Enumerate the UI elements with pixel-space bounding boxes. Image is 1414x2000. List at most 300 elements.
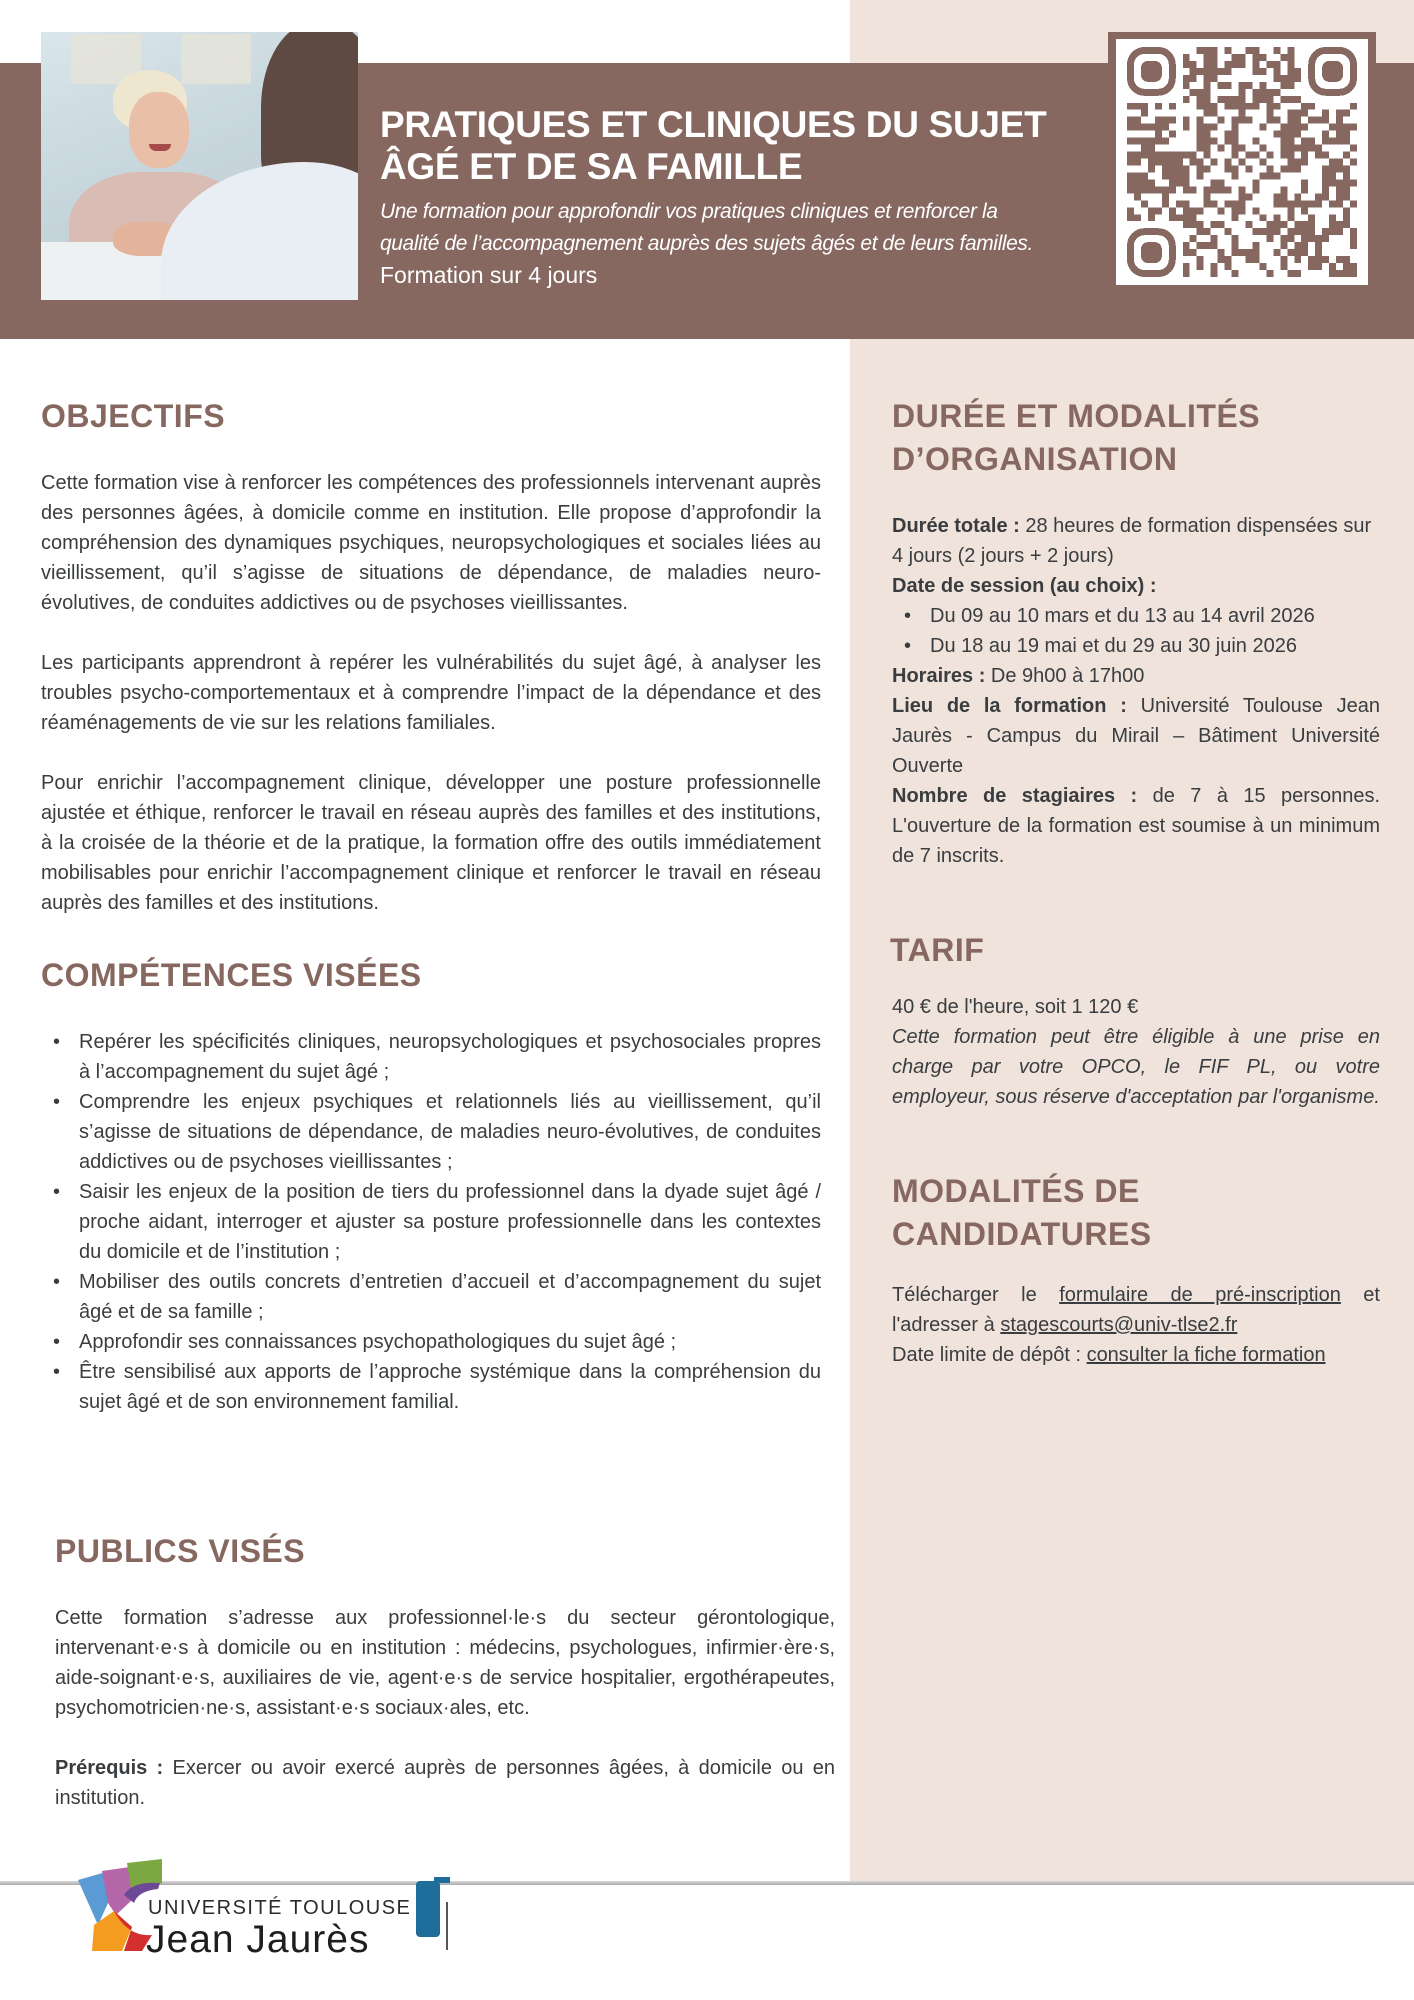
qr-module [1197, 242, 1204, 249]
qr-module [1204, 103, 1211, 110]
qr-module [1259, 124, 1266, 131]
wall-chart-decoration [181, 34, 251, 84]
qr-module [1232, 200, 1239, 207]
qr-module [1169, 117, 1176, 124]
qr-module [1252, 207, 1259, 214]
qr-module [1315, 242, 1322, 249]
qr-module [1287, 249, 1294, 256]
qr-module [1329, 159, 1336, 166]
organisation-heading-line-1: DURÉE ET MODALITÉS [892, 398, 1261, 434]
qr-module [1301, 179, 1308, 186]
qr-module [1239, 200, 1246, 207]
qr-module [1148, 186, 1155, 193]
qr-module [1169, 207, 1176, 214]
qr-module [1204, 186, 1211, 193]
qr-module [1211, 200, 1218, 207]
qr-module [1343, 110, 1350, 117]
qr-module [1266, 61, 1273, 68]
qr-module [1204, 96, 1211, 103]
qr-module [1350, 179, 1357, 186]
qr-module [1162, 152, 1169, 159]
qr-module [1315, 117, 1322, 124]
qr-module [1280, 54, 1287, 61]
qr-module [1266, 117, 1273, 124]
qr-module [1232, 138, 1239, 145]
qr-module [1134, 179, 1141, 186]
qr-module [1127, 152, 1134, 159]
qr-module [1308, 117, 1315, 124]
qr-module [1232, 96, 1239, 103]
qr-module [1204, 165, 1211, 172]
qr-module [1343, 152, 1350, 159]
qr-module [1287, 54, 1294, 61]
horaires-text: De 9h00 à 17h00 [985, 665, 1145, 687]
qr-module [1134, 214, 1141, 221]
qr-module [1322, 110, 1329, 117]
qr-module [1301, 145, 1308, 152]
qr-module [1266, 89, 1273, 96]
qr-module [1245, 152, 1252, 159]
email-link[interactable]: stagescourts@univ-tlse2.fr [1000, 1314, 1238, 1336]
qr-module [1273, 228, 1280, 235]
qr-module [1183, 117, 1190, 124]
qr-module [1148, 159, 1155, 166]
qr-module [1183, 221, 1190, 228]
qr-module [1322, 165, 1329, 172]
qr-module [1183, 186, 1190, 193]
qr-module [1343, 214, 1350, 221]
qr-module [1197, 221, 1204, 228]
qr-module [1294, 256, 1301, 263]
qr-module [1225, 131, 1232, 138]
qr-finder-inner [1141, 61, 1162, 82]
qr-module [1308, 138, 1315, 145]
qr-module [1266, 152, 1273, 159]
qr-module [1197, 263, 1204, 270]
qr-module [1204, 54, 1211, 61]
qr-module [1315, 235, 1322, 242]
qr-module [1259, 96, 1266, 103]
qr-module [1176, 165, 1183, 172]
qr-module [1225, 96, 1232, 103]
qr-module [1183, 270, 1190, 277]
qr-module [1183, 152, 1190, 159]
qr-module [1204, 110, 1211, 117]
title-line-2: ÂGÉ ET DE SA FAMILLE [380, 146, 803, 187]
competence-item: • Saisir les enjeux de la position de tiers du professionnel dans la dyade sujet âgé / proche aidant, interroger et ajuster sa posture professionnelle dans les contextes du domicile et de l’institution ; [41, 1177, 821, 1267]
qr-module [1211, 235, 1218, 242]
qr-module [1134, 103, 1141, 110]
qr-module [1280, 152, 1287, 159]
qr-module [1239, 249, 1246, 256]
qr-module [1294, 270, 1301, 277]
publics-section [55, 1530, 835, 1813]
logo-text-jean-jaures: Jean Jaurès [146, 1918, 370, 1961]
logo-text-universite: UNIVERSITÉ TOULOUSE [148, 1897, 412, 1919]
qr-module [1308, 221, 1315, 228]
qr-module [1162, 124, 1169, 131]
qr-module [1273, 249, 1280, 256]
competence-item: • Approfondir ses connaissances psychopathologiques du sujet âgé ; [41, 1327, 821, 1357]
qr-module [1259, 68, 1266, 75]
qr-module [1252, 138, 1259, 145]
qr-module [1148, 214, 1155, 221]
publics-paragraph: Cette formation s’adresse aux professionnel·le·s du secteur gérontologique, intervenant·e·s à domicile ou en institution : médecins, psychologues, infirmier·ère·s, aide-soignant·e·s, auxiliaires de vie, agent·e·s de service hospitalier, ergothérapeutes, psychomotricien·ne·s, assistant·e·s sociaux·ales, etc. [55, 1607, 835, 1719]
qr-module [1134, 172, 1141, 179]
qr-module [1336, 193, 1343, 200]
qr-module [1329, 138, 1336, 145]
tarif-price: 40 € de l'heure, soit 1 120 € [892, 996, 1139, 1018]
qr-module [1218, 207, 1225, 214]
tarif-note: Cette formation peut être éligible à une prise en charge par votre OPCO, le FIF PL, ou votre employeur, sous réserve d'acceptation par l'organisme. [892, 1026, 1380, 1108]
qr-module [1183, 54, 1190, 61]
duree-label: Durée totale : [892, 515, 1020, 537]
qr-module [1301, 152, 1308, 159]
qr-module [1169, 186, 1176, 193]
qr-module [1350, 228, 1357, 235]
qr-module [1148, 207, 1155, 214]
qr-module [1162, 172, 1169, 179]
qr-module [1315, 152, 1322, 159]
qr-module [1197, 172, 1204, 179]
qr-module [1169, 172, 1176, 179]
qr-module [1287, 235, 1294, 242]
candidature-instructions [892, 1280, 1380, 1340]
page-title [380, 104, 1100, 188]
qr-module [1232, 242, 1239, 249]
qr-module [1218, 221, 1225, 228]
qr-module [1343, 207, 1350, 214]
session-date-item: • Du 18 au 19 mai et du 29 au 30 juin 2026 [892, 631, 1380, 661]
qr-module [1183, 214, 1190, 221]
qr-module [1204, 138, 1211, 145]
qr-module [1190, 89, 1197, 96]
left-column [41, 395, 821, 1417]
qr-module [1190, 159, 1197, 166]
qr-module [1141, 186, 1148, 193]
qr-module [1343, 193, 1350, 200]
qr-module [1197, 89, 1204, 96]
qr-module [1211, 61, 1218, 68]
qr-module [1239, 186, 1246, 193]
qr-module [1197, 228, 1204, 235]
qr-module [1245, 165, 1252, 172]
qr-module [1232, 165, 1239, 172]
qr-module [1294, 228, 1301, 235]
qr-module [1232, 103, 1239, 110]
duree-text: 28 heures de formation dispensées sur 4 jours (2 jours + 2 jours) [892, 515, 1372, 567]
qr-module [1127, 138, 1134, 145]
qr-module [1273, 172, 1280, 179]
qr-module [1176, 159, 1183, 166]
qr-module [1232, 270, 1239, 277]
qr-module [1148, 138, 1155, 145]
qr-module [1343, 165, 1350, 172]
qr-module [1211, 270, 1218, 277]
qr-module [1169, 159, 1176, 166]
qr-module [1141, 172, 1148, 179]
qr-module [1204, 47, 1211, 54]
qr-module [1197, 96, 1204, 103]
qr-module [1280, 193, 1287, 200]
prerequis-paragraph [55, 1753, 835, 1813]
qr-module [1336, 179, 1343, 186]
qr-module [1127, 103, 1134, 110]
qr-module [1259, 228, 1266, 235]
qr-module [1169, 214, 1176, 221]
qr-module [1183, 61, 1190, 68]
qr-module [1252, 152, 1259, 159]
candidatures-heading [892, 1170, 1380, 1256]
qr-module [1204, 68, 1211, 75]
qr-module [1336, 131, 1343, 138]
qr-module [1287, 75, 1294, 82]
candidature-text-1: Télécharger le [892, 1284, 1060, 1306]
qr-module [1239, 61, 1246, 68]
qr-module [1322, 179, 1329, 186]
qr-module [1197, 138, 1204, 145]
qr-module [1232, 172, 1239, 179]
qr-module [1225, 61, 1232, 68]
competences-list [41, 1027, 821, 1417]
qr-module [1155, 207, 1162, 214]
competences-heading: COMPÉTENCES VISÉES [41, 957, 422, 993]
preinscription-form-link[interactable]: formulaire de pré-inscription [1059, 1284, 1341, 1306]
qr-module [1155, 152, 1162, 159]
qr-module [1336, 159, 1343, 166]
qr-module [1197, 47, 1204, 54]
qr-module [1204, 228, 1211, 235]
qr-module [1252, 89, 1259, 96]
qr-module [1336, 221, 1343, 228]
qr-module [1176, 152, 1183, 159]
qr-module [1308, 263, 1315, 270]
qr-module [1232, 124, 1239, 131]
qr-module [1273, 117, 1280, 124]
qr-module [1183, 75, 1190, 82]
qr-module [1211, 54, 1218, 61]
lieu [892, 691, 1380, 781]
qr-module [1190, 207, 1197, 214]
qr-module [1245, 256, 1252, 263]
qr-module [1273, 193, 1280, 200]
horaires-label: Horaires : [892, 665, 986, 687]
qr-module [1211, 75, 1218, 82]
qr-module [1329, 200, 1336, 207]
session-date-item: • Du 09 au 10 mars et du 13 au 14 avril 2026 [892, 601, 1380, 631]
nombre-stagiaires [892, 781, 1380, 871]
header-text [380, 104, 1100, 290]
qr-module [1155, 159, 1162, 166]
qr-module [1280, 186, 1287, 193]
qr-module [1294, 200, 1301, 207]
qr-module [1239, 193, 1246, 200]
qr-module [1343, 124, 1350, 131]
qr-module [1252, 242, 1259, 249]
qr-module [1280, 221, 1287, 228]
qr-module [1232, 131, 1239, 138]
qr-module [1169, 131, 1176, 138]
qr-module [1232, 214, 1239, 221]
qr-module [1169, 179, 1176, 186]
qr-module [1127, 214, 1134, 221]
qr-module [1280, 75, 1287, 82]
qr-module [1134, 159, 1141, 166]
qr-module [1134, 152, 1141, 159]
qr-module [1350, 270, 1357, 277]
qr-module [1148, 152, 1155, 159]
prerequis-label: Prérequis : [55, 1757, 164, 1779]
qr-module [1315, 200, 1322, 207]
qr-module [1322, 186, 1329, 193]
qr-module [1197, 131, 1204, 138]
photo-smile [149, 144, 171, 151]
qr-module [1190, 214, 1197, 221]
qr-module [1197, 165, 1204, 172]
lieu-text: Université Toulouse Jean Jaurès - Campus du Mirail – Bâtiment Université Ouverte [892, 695, 1380, 777]
qr-module [1308, 235, 1315, 242]
qr-module [1287, 47, 1294, 54]
qr-module [1266, 165, 1273, 172]
objectifs-paragraph-1: Cette formation vise à renforcer les compétences des professionnels intervenant auprès des personnes âgées, à domicile comme en institution. Elle propose d’approfondir la compréhension des dynamiques psychiques, neuropsychologiques et sociales liées au vieillissement, qu’il s’agisse de situations de dépendance, de maladies neuro-évolutives, de conduites addictives ou de psychoses vieillissantes. [41, 472, 821, 614]
qr-module [1183, 249, 1190, 256]
qr-module [1190, 152, 1197, 159]
qr-module [1287, 117, 1294, 124]
qr-module [1148, 165, 1155, 172]
qr-module [1301, 110, 1308, 117]
qr-module [1127, 117, 1134, 124]
subtitle-line-2: qualité de l’accompagnement auprès des sujets âgés et de leurs familles. [380, 232, 1033, 255]
qr-module [1287, 207, 1294, 214]
qr-module [1266, 110, 1273, 117]
qr-module [1273, 47, 1280, 54]
qr-module [1350, 200, 1357, 207]
qr-module [1294, 193, 1301, 200]
qr-module [1183, 207, 1190, 214]
qr-module [1273, 89, 1280, 96]
qr-module [1225, 47, 1232, 54]
qr-module [1287, 138, 1294, 145]
qr-module [1127, 124, 1134, 131]
qr-module [1294, 117, 1301, 124]
qr-code[interactable] [1108, 32, 1376, 292]
qr-module [1204, 242, 1211, 249]
qr-module [1148, 145, 1155, 152]
qr-module [1252, 256, 1259, 263]
qr-module [1336, 117, 1343, 124]
qr-module [1287, 214, 1294, 221]
qr-module [1225, 165, 1232, 172]
qr-module [1239, 96, 1246, 103]
qr-module [1322, 172, 1329, 179]
qr-module [1301, 221, 1308, 228]
qr-module [1280, 131, 1287, 138]
qr-module [1211, 242, 1218, 249]
fiche-formation-link[interactable]: consulter la fiche formation [1086, 1344, 1326, 1366]
qr-module [1211, 47, 1218, 54]
qr-module [1169, 103, 1176, 110]
qr-module [1245, 47, 1252, 54]
qr-module [1218, 186, 1225, 193]
qr-module [1343, 186, 1350, 193]
qr-module [1162, 117, 1169, 124]
qr-module [1197, 103, 1204, 110]
qr-module [1336, 186, 1343, 193]
qr-module [1336, 256, 1343, 263]
qr-module [1148, 124, 1155, 131]
qr-module [1252, 179, 1259, 186]
qr-module [1211, 179, 1218, 186]
qr-module [1162, 200, 1169, 207]
qr-module [1197, 145, 1204, 152]
qr-module [1176, 179, 1183, 186]
qr-module [1343, 221, 1350, 228]
deadline-label: Date limite de dépôt : [892, 1344, 1087, 1366]
qr-module [1204, 75, 1211, 82]
qr-module [1204, 193, 1211, 200]
qr-module [1350, 263, 1357, 270]
qr-module [1211, 68, 1218, 75]
qr-module [1308, 103, 1315, 110]
qr-module [1322, 256, 1329, 263]
qr-module [1280, 200, 1287, 207]
qr-module [1343, 263, 1350, 270]
qr-module [1232, 235, 1239, 242]
qr-module [1245, 103, 1252, 110]
organisation-heading [892, 395, 1380, 481]
qr-module [1211, 110, 1218, 117]
qr-module [1294, 165, 1301, 172]
qr-module [1190, 249, 1197, 256]
qr-module [1322, 228, 1329, 235]
qr-module [1315, 145, 1322, 152]
qr-module [1287, 165, 1294, 172]
qr-module [1127, 172, 1134, 179]
qr-module [1301, 159, 1308, 166]
candidature-text-2: et l'adresser à [892, 1284, 1380, 1336]
qr-module [1134, 186, 1141, 193]
qr-module [1225, 186, 1232, 193]
logo-separator [446, 1902, 448, 1950]
qr-module [1336, 165, 1343, 172]
qr-module [1308, 256, 1315, 263]
qr-module [1239, 54, 1246, 61]
qr-module [1294, 124, 1301, 131]
duree-totale [892, 511, 1380, 571]
qr-module [1197, 207, 1204, 214]
qr-module [1266, 228, 1273, 235]
qr-module [1141, 124, 1148, 131]
qr-module [1225, 82, 1232, 89]
qr-module [1155, 138, 1162, 145]
qr-module [1218, 256, 1225, 263]
qr-module [1329, 124, 1336, 131]
qr-module [1141, 179, 1148, 186]
qr-module [1287, 96, 1294, 103]
qr-module [1127, 179, 1134, 186]
prerequis-text: Exercer ou avoir exercé auprès de personnes âgées, à domicile ou en institution. [55, 1757, 836, 1809]
qr-module [1197, 256, 1204, 263]
qr-module [1322, 117, 1329, 124]
qr-module [1127, 186, 1134, 193]
qr-module [1329, 179, 1336, 186]
qr-module [1294, 68, 1301, 75]
nombre-text: de 7 à 15 personnes. L'ouverture de la formation est soumise à un minimum de 7 inscrits. [892, 785, 1381, 867]
qr-module [1287, 200, 1294, 207]
qr-module [1183, 165, 1190, 172]
qr-module [1308, 200, 1315, 207]
qr-module [1141, 138, 1148, 145]
